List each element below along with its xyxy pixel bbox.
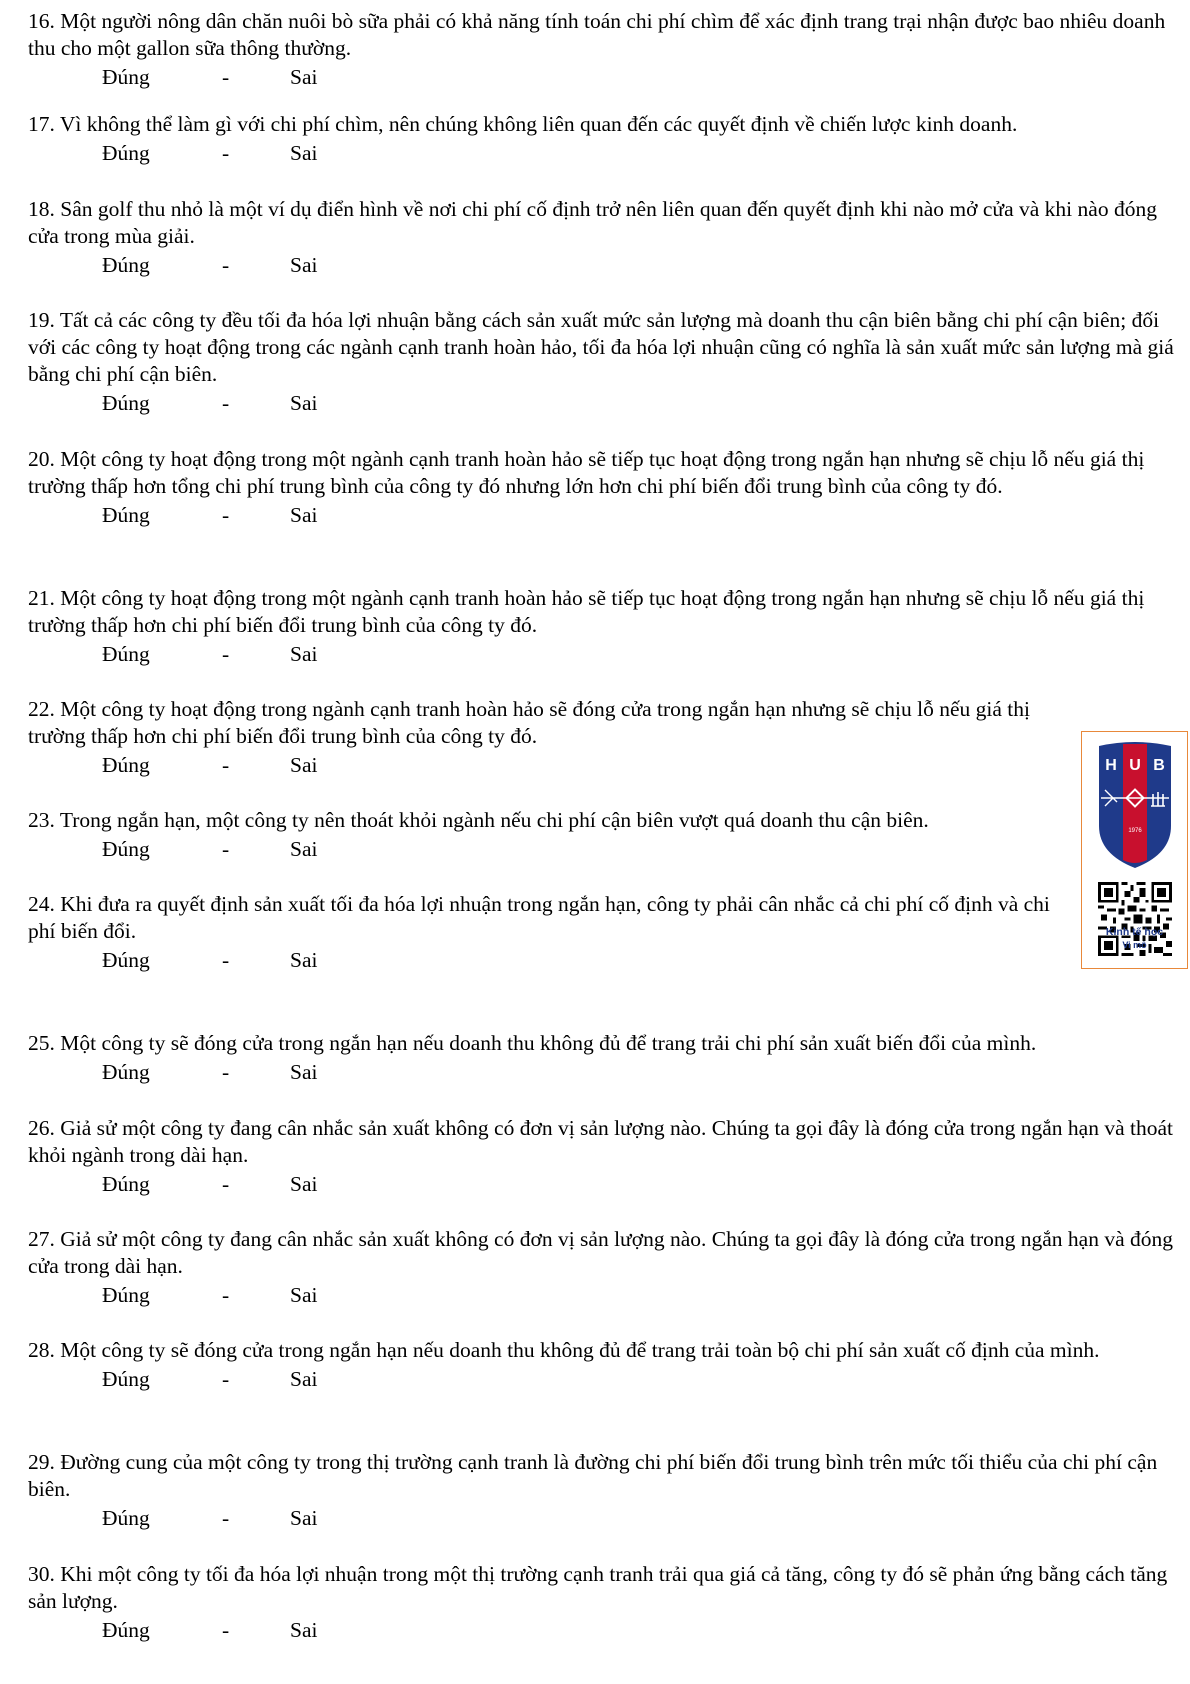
answer-options	[28, 836, 1188, 862]
option-false[interactable]: Sai	[290, 65, 318, 89]
question-text: 25. Một công ty sẽ đóng cửa trong ngắn hạn nếu doanh thu không đủ để trang trải chi phí sản xuất biến đổi của mình.	[28, 1031, 1037, 1055]
option-true[interactable]: Đúng	[102, 1060, 150, 1084]
question-text: 19. Tất cả các công ty đều tối đa hóa lợi nhuận bằng cách sản xuất mức sản lượng mà doanh thu cận biên bằng chi phí cận biên; đối với các công ty hoạt động trong các ngành cạnh tranh hoàn hảo, tối đa hóa lợi nhuận cũng có nghĩa là sản xuất mức sản lượng mà giá bằng chi phí cận biên.	[28, 308, 1174, 386]
question-text: 23. Trong ngắn hạn, một công ty nên thoát khỏi ngành nếu chi phí cận biên vượt quá doanh thu cận biên.	[28, 808, 929, 832]
logo-year: 1976	[1128, 828, 1142, 834]
option-separator: -	[222, 1618, 230, 1642]
option-true[interactable]: Đúng	[102, 503, 150, 527]
option-separator: -	[222, 503, 230, 527]
option-false[interactable]: Sai	[290, 391, 318, 415]
question-25	[28, 1030, 1188, 1085]
answer-options	[28, 1505, 1188, 1531]
option-true[interactable]: Đúng	[102, 253, 150, 277]
option-false[interactable]: Sai	[290, 1506, 318, 1530]
option-false[interactable]: Sai	[290, 753, 318, 777]
question-18	[28, 196, 1188, 278]
question-20	[28, 446, 1188, 528]
option-true[interactable]: Đúng	[102, 948, 150, 972]
answer-options	[28, 502, 1188, 528]
option-true[interactable]: Đúng	[102, 1618, 150, 1642]
question-text: 18. Sân golf thu nhỏ là một ví dụ điển hình về nơi chi phí cố định trở nên liên quan đến quyết định khi nào mở cửa và khi nào đóng cửa trong mùa giải.	[28, 197, 1157, 248]
question-30	[28, 1561, 1188, 1643]
option-false[interactable]: Sai	[290, 948, 318, 972]
question-29	[28, 1449, 1188, 1531]
option-true[interactable]: Đúng	[102, 837, 150, 861]
option-separator: -	[222, 1283, 230, 1307]
option-false[interactable]: Sai	[290, 1618, 318, 1642]
question-27	[28, 1226, 1188, 1308]
question-26	[28, 1115, 1188, 1197]
question-text: 27. Giả sử một công ty đang cân nhắc sản xuất không có đơn vị sản lượng nào. Chúng ta gọi đây là đóng cửa trong ngắn hạn và đóng cửa trong dài hạn.	[28, 1227, 1174, 1278]
option-separator: -	[222, 391, 230, 415]
question-17	[28, 111, 1188, 166]
option-separator: -	[222, 837, 230, 861]
option-false[interactable]: Sai	[290, 1367, 318, 1391]
option-true[interactable]: Đúng	[102, 1506, 150, 1530]
question-21	[28, 585, 1188, 667]
option-false[interactable]: Sai	[290, 503, 318, 527]
option-separator: -	[222, 253, 230, 277]
logo-letter-b: B	[1153, 757, 1165, 774]
option-separator: -	[222, 753, 230, 777]
option-true[interactable]: Đúng	[102, 753, 150, 777]
answer-options	[28, 252, 1188, 278]
answer-options	[28, 1059, 1188, 1085]
question-text: 16. Một người nông dân chăn nuôi bò sữa phải có khả năng tính toán chi phí chìm để xác định trang trại nhận được bao nhiêu doanh thu cho một gallon sữa thông thường.	[28, 9, 1166, 60]
option-false[interactable]: Sai	[290, 642, 318, 666]
answer-options	[28, 140, 1188, 166]
answer-options	[28, 1617, 1188, 1643]
question-22	[28, 696, 1188, 778]
option-separator: -	[222, 1367, 230, 1391]
option-separator: -	[222, 65, 230, 89]
option-true[interactable]: Đúng	[102, 1367, 150, 1391]
answer-options	[28, 64, 1188, 90]
logo-letter-u: U	[1129, 757, 1141, 774]
option-false[interactable]: Sai	[290, 253, 318, 277]
question-24	[28, 891, 1188, 973]
option-true[interactable]: Đúng	[102, 1283, 150, 1307]
option-true[interactable]: Đúng	[102, 391, 150, 415]
question-text: 30. Khi một công ty tối đa hóa lợi nhuận trong một thị trường cạnh tranh trải qua giá cả tăng, công ty đó sẽ phản ứng bằng cách tăng sản lượng.	[28, 1562, 1168, 1613]
hub-badge	[1081, 731, 1188, 969]
question-text: 28. Một công ty sẽ đóng cửa trong ngắn hạn nếu doanh thu không đủ để trang trải toàn bộ chi phí sản xuất cố định của mình.	[28, 1338, 1100, 1362]
question-23	[28, 807, 1188, 862]
question-16	[28, 8, 1188, 90]
option-false[interactable]: Sai	[290, 1172, 318, 1196]
option-separator: -	[222, 1506, 230, 1530]
question-text: 20. Một công ty hoạt động trong một ngành cạnh tranh hoàn hảo sẽ tiếp tục hoạt động trong ngắn hạn nhưng sẽ chịu lỗ nếu giá thị trường thấp hơn tổng chi phí trung bình của công ty đó nhưng lớn hơn chi phí biến đổi trung bình của công ty đó.	[28, 447, 1145, 498]
badge-caption-title: Kinh tế học	[1105, 926, 1164, 938]
question-text: 29. Đường cung của một công ty trong thị trường cạnh tranh là đường chi phí biến đổi trung bình trên mức tối thiểu của chi phí cận biên.	[28, 1450, 1158, 1501]
question-text: 24. Khi đưa ra quyết định sản xuất tối đa hóa lợi nhuận trong ngắn hạn, công ty phải cân nhắc cả chi phí cố định và chi phí biến đổi.	[28, 892, 1050, 943]
option-true[interactable]: Đúng	[102, 65, 150, 89]
badge-caption-subtitle: Vi mô	[1122, 940, 1147, 950]
option-separator: -	[222, 948, 230, 972]
option-true[interactable]: Đúng	[102, 1172, 150, 1196]
option-separator: -	[222, 1060, 230, 1084]
answer-options	[28, 947, 1188, 973]
question-text: 21. Một công ty hoạt động trong một ngành cạnh tranh hoàn hảo sẽ tiếp tục hoạt động trong ngắn hạn nhưng sẽ chịu lỗ nếu giá thị trường thấp hơn chi phí biến đổi trung bình của công ty đó.	[28, 586, 1145, 637]
option-true[interactable]: Đúng	[102, 642, 150, 666]
option-false[interactable]: Sai	[290, 837, 318, 861]
answer-options	[28, 390, 1188, 416]
question-28	[28, 1337, 1188, 1392]
option-separator: -	[222, 642, 230, 666]
answer-options	[28, 641, 1188, 667]
option-false[interactable]: Sai	[290, 1283, 318, 1307]
answer-options	[28, 1366, 1188, 1392]
hub-shield-logo-icon	[1095, 740, 1175, 870]
option-false[interactable]: Sai	[290, 141, 318, 165]
option-false[interactable]: Sai	[290, 1060, 318, 1084]
answer-options	[28, 1171, 1188, 1197]
logo-letter-h: H	[1105, 757, 1117, 774]
question-text: 17. Vì không thể làm gì với chi phí chìm, nên chúng không liên quan đến các quyết định về chiến lược kinh doanh.	[28, 112, 1018, 136]
option-separator: -	[222, 141, 230, 165]
answer-options	[28, 752, 1188, 778]
option-separator: -	[222, 1172, 230, 1196]
question-text: 26. Giả sử một công ty đang cân nhắc sản xuất không có đơn vị sản lượng nào. Chúng ta gọi đây là đóng cửa trong ngắn hạn và thoát khỏi ngành trong dài hạn.	[28, 1116, 1174, 1167]
answer-options	[28, 1282, 1188, 1308]
option-true[interactable]: Đúng	[102, 141, 150, 165]
question-19	[28, 307, 1188, 416]
question-text: 22. Một công ty hoạt động trong ngành cạnh tranh hoàn hảo sẽ đóng cửa trong ngắn hạn nhưng sẽ chịu lỗ nếu giá thị trường thấp hơn chi phí biến đổi trung bình của công ty đó.	[28, 697, 1030, 748]
